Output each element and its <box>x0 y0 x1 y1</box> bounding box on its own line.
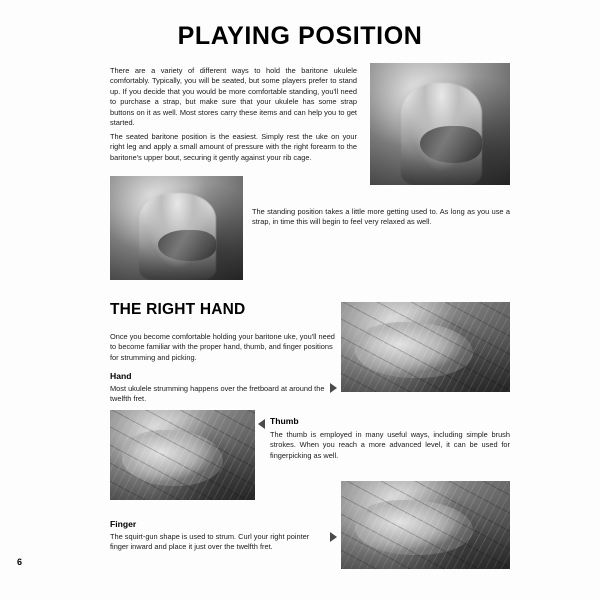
hand-subheading: Hand <box>110 371 132 381</box>
photo-vignette <box>370 63 510 185</box>
right-hand-intro: Once you become comfortable holding your baritone uke, you'll need to become familiar with the proper hand, thumb, and finger positions for strumming and picking. <box>110 332 335 362</box>
photo-vignette <box>341 302 510 392</box>
finger-text: The squirt-gun shape is used to strum. Curl your right pointer finger inward and place it just over the twelfth fret. <box>110 532 310 552</box>
pointer-left-icon-thumb <box>258 419 265 429</box>
right-hand-heading: THE RIGHT HAND <box>110 301 246 318</box>
photo-vignette <box>110 410 255 500</box>
seated-player-photo <box>110 176 243 280</box>
thumb-position-photo <box>110 410 255 500</box>
pointer-right-icon-hand <box>330 383 337 393</box>
hand-strumming-photo <box>341 302 510 392</box>
photo-vignette <box>110 176 243 280</box>
hand-text: Most ukulele strumming happens over the fretboard at around the twelfth fret. <box>110 384 325 404</box>
thumb-subheading: Thumb <box>270 416 299 426</box>
intro-paragraph-3: The standing position takes a little more getting used to. As long as you use a strap, in time this will begin to feel very relaxed as well. <box>252 207 510 227</box>
page-number: 6 <box>17 557 23 567</box>
thumb-text: The thumb is employed in many useful ways, including simple brush strokes. When you reach a more advanced level, it can be used for fingerpicking as well. <box>270 430 510 460</box>
intro-paragraph-1: There are a variety of different ways to hold the baritone ukulele comfortably. Typically, you will be seated, but some players prefer to stand up. If you decide that you would be more comfortable standing, you'll need to purchase a strap, but make sure that your ukulele has some strap buttons on it as well. Most stores carry these items and can help you to get started. <box>110 66 357 128</box>
photo-vignette <box>341 481 510 569</box>
finger-position-photo <box>341 481 510 569</box>
page-title: PLAYING POSITION <box>177 22 423 50</box>
standing-player-photo <box>370 63 510 185</box>
intro-paragraph-2: The seated baritone position is the easiest. Simply rest the uke on your right leg and apply a small amount of pressure with the right forearm to the baritone's upper bout, securing it gently against your rib cage. <box>110 132 357 162</box>
finger-subheading: Finger <box>110 519 137 529</box>
pointer-right-icon-finger <box>330 532 337 542</box>
